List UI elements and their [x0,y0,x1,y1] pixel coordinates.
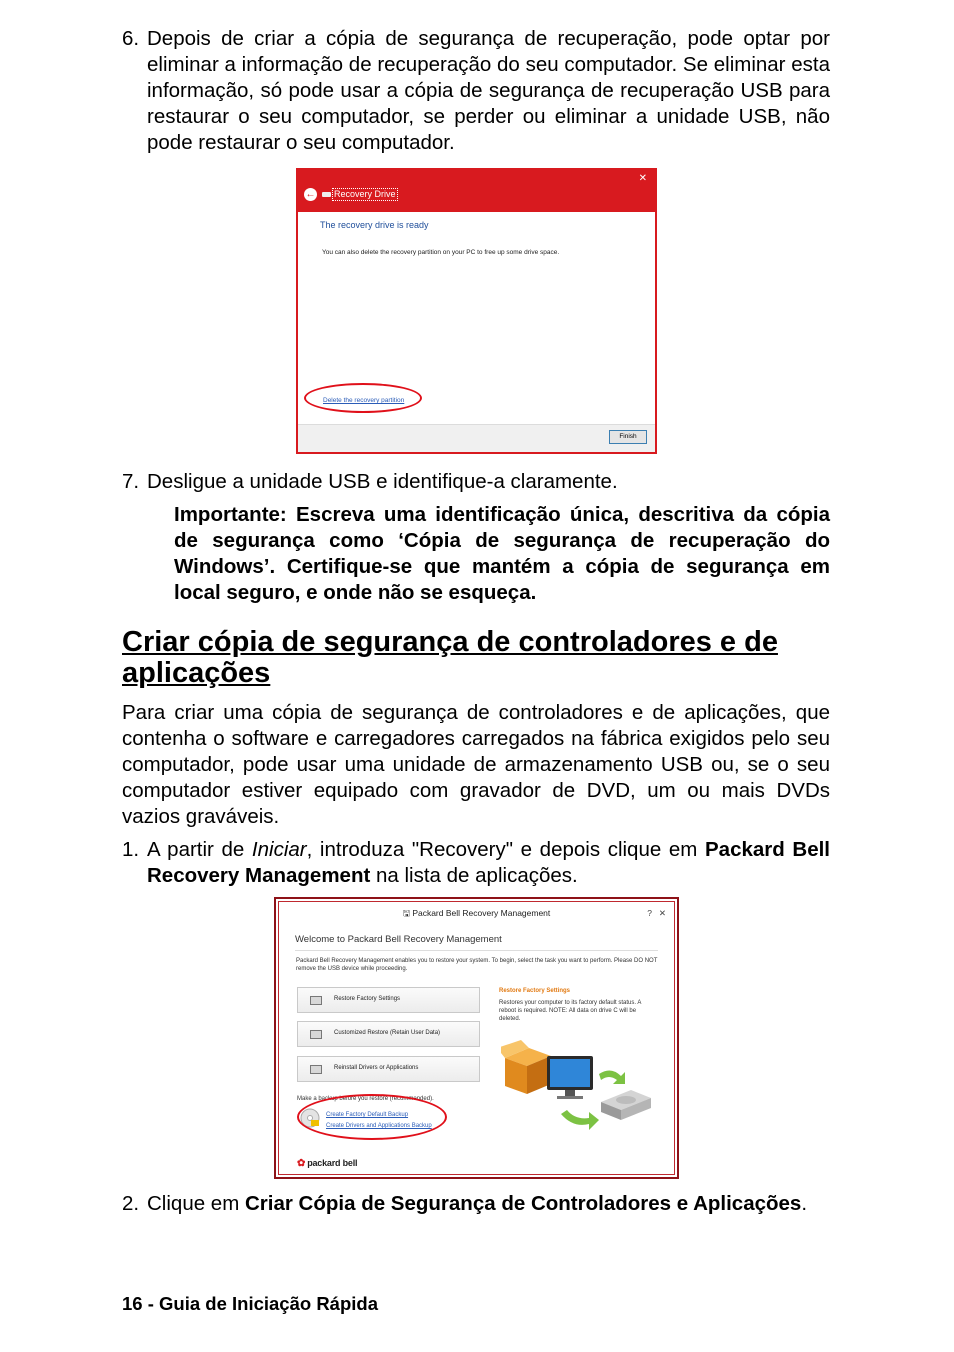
welcome-description: Packard Bell Recovery Management enables you to restore your system. To begin, select the task you want to perform. Please DO NOT remove the USB device while proceeding. [296,958,658,972]
customized-restore-icon [310,1030,322,1039]
highlight-circle [297,1094,447,1140]
page-footer: 16 - Guia de Iniciação Rápida [122,1293,379,1314]
step1-part2: , introduza "Recovery" e depois clique em [306,838,705,861]
step1-text [147,837,830,889]
item7-text: Desligue a unidade USB e identifique-a claramente. [147,470,618,493]
close-icon[interactable]: ✕ [638,173,647,184]
window-title: Recovery Drive [334,189,396,199]
hard-drive-icon [601,1090,651,1120]
step1-part1: A partir de [147,838,252,861]
restore-icon [310,996,322,1005]
divider [295,950,658,951]
dialog-footer [298,424,655,452]
usb-drive-icon [322,192,331,197]
step2-bold: Criar Cópia de Segurança de Controladores e Aplicações [245,1192,802,1215]
logo-text: packard bell [307,1158,358,1168]
button-label: Reinstall Drivers or Applications [334,1065,419,1071]
item-number: 6. [122,27,140,50]
button-label: Restore Factory Settings [334,996,401,1002]
section-heading-line1: Criar cópia de segurança de controladores e de [122,626,778,658]
step1-italic: Iniciar [251,838,307,861]
step2-part1: Clique em [147,1192,245,1215]
app-icon: 🖫 [402,908,413,918]
section-heading [122,627,842,689]
option-heading: Restore Factory Settings [499,988,571,994]
restore-factory-settings-button[interactable] [297,987,480,1013]
packard-bell-logo [297,1158,357,1169]
item-number: 7. [122,470,140,493]
option-description: Restores your computer to its factory default status. A reboot is required. NOTE: All data on drive C will be deleted. [499,1000,642,1022]
window-title [279,908,674,922]
section-intro: Para criar uma cópia de segurança de controladores e de aplicações, que contenha o software e carregadores carregados na fábrica exigidos pelo seu computador, pode usar uma unidade de armazenamento USB ou, se o seu computador estiver equipado com gravador de DVD, um ou mais DVDs vazios graváveis. [122,701,830,828]
reinstall-drivers-button[interactable] [297,1056,480,1082]
button-label: Customized Restore (Retain User Data) [334,1030,441,1036]
important-note: Importante: Escreva uma identificação única, descritiva da cópia de segurança como ‘Cópia de segurança de recuperação do Windows’. Certifique-se que mantém a cópia de segurança em local seguro, e onde não se esqueça. [174,503,830,604]
create-drivers-backup-link[interactable]: Create Drivers and Applications Backup [326,1123,432,1129]
highlight-circle [304,383,422,413]
create-factory-backup-link[interactable]: Create Factory Default Backup [326,1112,409,1118]
step-number: 1. [122,838,140,861]
step1-part3: na lista de aplicações. [370,864,578,887]
title-bar [298,170,655,212]
help-icon[interactable]: ? [647,908,652,918]
finish-button[interactable]: Finish [609,430,647,444]
backup-prompt: Make a backup before you restore (recommended). [297,1096,434,1102]
welcome-title: Welcome to Packard Bell Recovery Management [295,934,502,945]
step2-text [147,1191,830,1217]
section-heading-line2: aplicações [122,657,271,689]
dialog-heading: The recovery drive is ready [320,220,429,230]
dialog-body: You can also delete the recovery partition on your PC to free up some drive space. [322,249,560,256]
customized-restore-button[interactable] [297,1021,480,1047]
reinstall-icon [310,1065,322,1074]
box-icon [501,1040,551,1094]
close-icon[interactable]: ✕ [658,908,666,918]
window-title-text: Packard Bell Recovery Management [412,908,551,918]
step-number: 2. [122,1192,140,1215]
item6-text: Depois de criar a cópia de segurança de recuperação, pode optar por eliminar a informação de recuperação do seu computador. Se eliminar esta informação, só pode usar a cópia de segurança de recuperação USB para restaurar o seu computador, se perder ou eliminar a unidade USB, não pode restaurar o seu computador. [147,27,830,154]
back-arrow-icon[interactable]: ← [305,189,316,200]
step2-part2: . [801,1192,808,1215]
restore-illustration [501,1036,661,1136]
step1-bold: Packard Bell Recovery Management [147,838,830,887]
monitor-icon [547,1056,593,1099]
delete-partition-link[interactable]: Delete the recovery partition [323,397,405,404]
logo-mark-icon: ✿ [297,1158,306,1169]
